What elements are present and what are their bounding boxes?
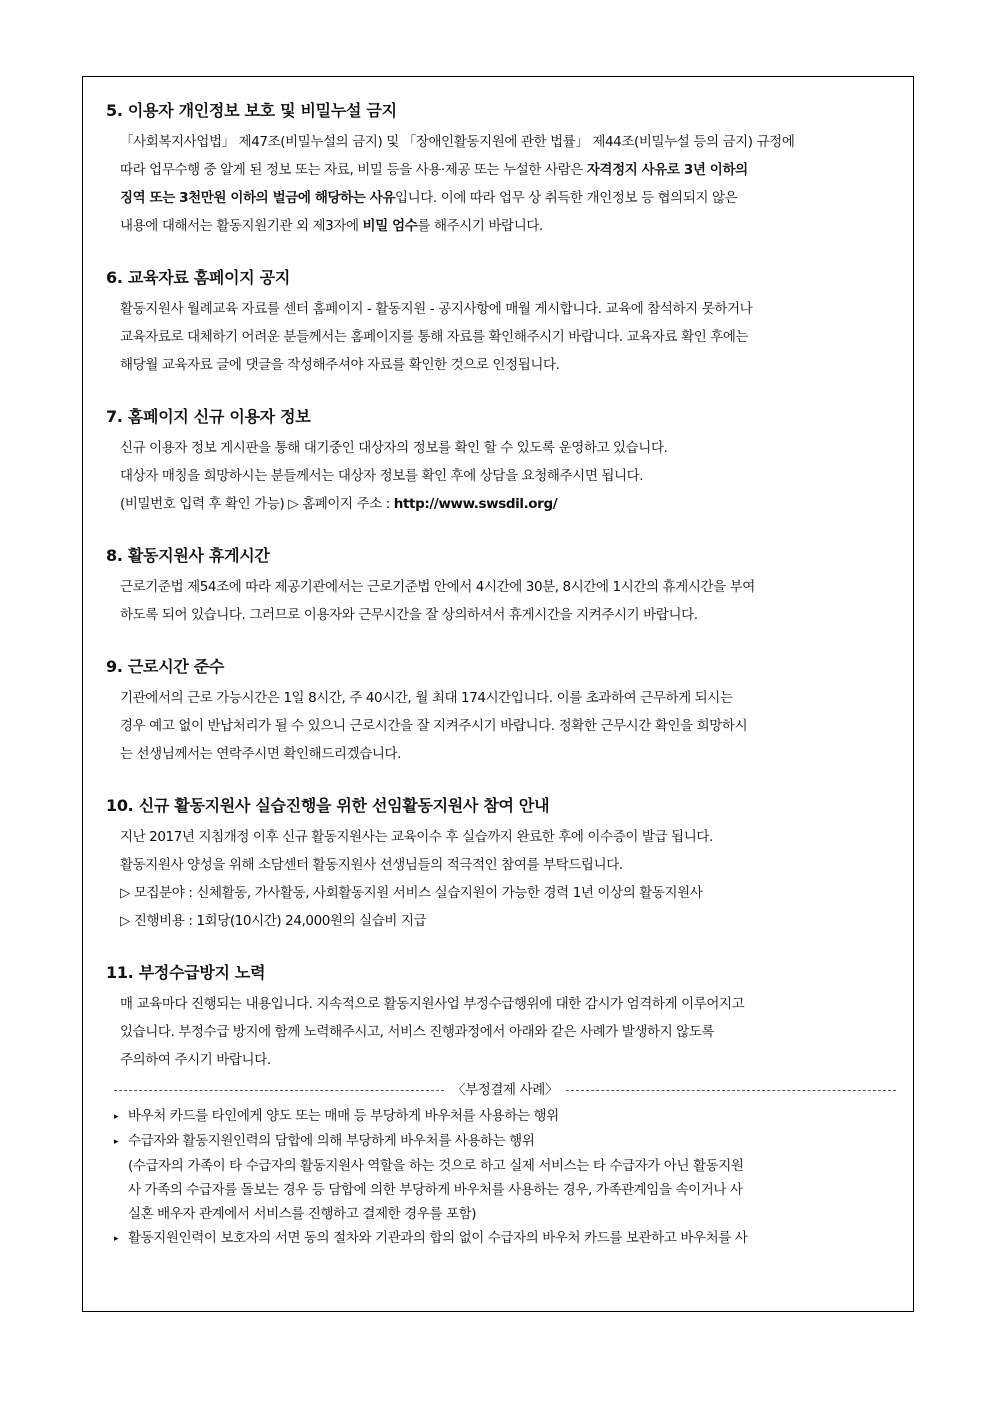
case-item (114, 1104, 896, 1129)
emphasis-text: 비밀 엄수 (362, 218, 418, 234)
section-10 (106, 795, 896, 935)
paragraph-line (120, 1046, 896, 1074)
text-segment: 경우 예고 없이 반납처리가 될 수 있으니 근로시간을 잘 지켜주시기 바랍니다. 정확한 근무시간 확인을 희망하시 (120, 718, 748, 734)
section-title: 11. 부정수급방지 노력 (106, 963, 266, 982)
section-9 (106, 656, 896, 768)
text-segment: 주의하여 주시기 바랍니다. (120, 1052, 271, 1068)
text-segment: 따라 업무수행 중 알게 된 정보 또는 자료, 비밀 등을 사용·제공 또는 누설한 사람은 (120, 162, 587, 178)
section-11 (106, 962, 896, 1074)
paragraph-line (120, 990, 896, 1018)
text-segment: 는 선생님께서는 연락주시면 확인해드리겠습니다. (120, 746, 402, 762)
case-text: 활동지원인력이 보호자의 서면 동의 절차와 기관과의 합의 없이 수급자의 바우처 카드를 보관하고 바우처를 사 (128, 1230, 748, 1246)
text-segment: 신규 이용자 정보 게시판을 통해 대기중인 대상자의 정보를 확인 할 수 있도록 운영하고 있습니다. (120, 440, 668, 456)
paragraph-line (120, 740, 896, 768)
case-text: 바우처 카드를 타인에게 양도 또는 매매 등 부당하게 바우처를 사용하는 행위 (128, 1108, 559, 1124)
case-text: 수급자와 활동지원인력의 담합에 의해 부당하게 바우처를 사용하는 행위 (128, 1133, 535, 1149)
paragraph-line (120, 573, 896, 601)
paragraph-line (120, 434, 896, 462)
case-detail-line: 실혼 배우자 관계에서 서비스를 진행하고 결제한 경우를 포함) (128, 1206, 477, 1222)
section-title: 7. 홈페이지 신규 이용자 정보 (106, 407, 311, 426)
paragraph-line (120, 879, 896, 907)
paragraph-line (120, 351, 896, 379)
text-segment: 내용에 대해서는 활동지원기관 외 제3자에 (120, 218, 363, 234)
section-6 (106, 267, 896, 379)
paragraph-line (120, 156, 896, 184)
case-detail-line: 사 가족의 수급자를 돌보는 경우 등 담합에 의한 부당하게 바우처를 사용하는 경우, 가족관계임을 속이거나 사 (128, 1182, 743, 1198)
paragraph-line (120, 462, 896, 490)
section-title: 10. 신규 활동지원사 실습진행을 위한 선임활동지원사 참여 안내 (106, 796, 550, 815)
section-title: 5. 이용자 개인정보 보호 및 비밀누설 금지 (106, 101, 397, 120)
text-segment: 지난 2017년 지침개정 이후 신규 활동지원사는 교육이수 후 실습까지 완료한 후에 이수증이 발급 됩니다. (120, 829, 713, 845)
text-segment: 활동지원사 양성을 위해 소담센터 활동지원사 선생님들의 적극적인 참여를 부탁드립니다. (120, 857, 623, 873)
text-segment: 있습니다. 부정수급 방지에 함께 노력해주시고, 서비스 진행과정에서 아래와 같은 사례가 발생하지 않도록 (120, 1024, 715, 1040)
text-segment: ▷ 진행비용 : 1회당(10시간) 24,000원의 실습비 지급 (120, 913, 427, 929)
paragraph-line (120, 323, 896, 351)
paragraph-line (120, 184, 896, 212)
section-5 (106, 100, 896, 240)
paragraph-line (120, 128, 896, 156)
triangle-bullet-icon: ▸ (114, 1137, 119, 1147)
paragraph-line (120, 601, 896, 629)
paragraph-line (120, 712, 896, 740)
triangle-bullet-icon: ▸ (114, 1234, 119, 1244)
section-title: 6. 교육자료 홈페이지 공지 (106, 268, 290, 287)
text-segment: 활동지원사 월례교육 자료를 센터 홈페이지 - 활동지원 - 공지사항에 매월 게시합니다. 교육에 참석하지 못하거나 (120, 301, 753, 317)
cases-divider (114, 1080, 896, 1100)
dashed-line (566, 1090, 896, 1091)
case-item (114, 1226, 896, 1251)
case-detail-line: (수급자의 가족이 타 수급자의 활동지원사 역할을 하는 것으로 하고 실제 서비스는 타 수급자가 아닌 활동지원 (128, 1158, 744, 1174)
emphasis-text: http://www.swsdil.org/ (393, 496, 558, 512)
case-item (114, 1129, 896, 1154)
triangle-bullet-icon: ▸ (114, 1112, 119, 1122)
text-segment: 해당월 교육자료 글에 댓글을 작성해주셔야 자료를 확인한 것으로 인정됩니다. (120, 357, 560, 373)
text-segment: 를 해주시기 바랍니다. (417, 218, 543, 234)
section-title: 8. 활동지원사 휴게시간 (106, 546, 270, 565)
emphasis-text: 자격정지 사유로 3년 이하의 (586, 162, 748, 178)
paragraph-line (120, 851, 896, 879)
section-8 (106, 545, 896, 629)
text-segment: (비밀번호 입력 후 확인 가능) ▷ 홈페이지 주소 : (120, 496, 394, 512)
text-segment: 교육자료로 대체하기 어려운 분들께서는 홈페이지를 통해 자료를 확인해주시기 바랍니다. 교육자료 확인 후에는 (120, 329, 749, 345)
cases-heading: 〈부정결제 사례〉 (452, 1082, 558, 1098)
document-body (106, 100, 896, 1251)
text-segment: 하도록 되어 있습니다. 그러므로 이용자와 근무시간을 잘 상의하셔서 휴게시간을 지켜주시기 바랍니다. (120, 607, 698, 623)
paragraph-line (120, 823, 896, 851)
dashed-line (114, 1090, 444, 1091)
text-segment: 기관에서의 근로 가능시간은 1일 8시간, 주 40시간, 월 최대 174시간입니다. 이를 초과하여 근무하게 되시는 (120, 690, 733, 706)
text-segment: 「사회복지사업법」 제47조(비밀누설의 금지) 및 「장애인활동지원에 관한 법률」 제44조(비밀누설 등의 금지) 규정에 (120, 134, 795, 150)
emphasis-text: 징역 또는 3천만원 이하의 벌금에 해당하는 사유 (120, 190, 395, 206)
text-segment: ▷ 모집분야 : 신체활동, 가사활동, 사회활동지원 서비스 실습지원이 가능한 경력 1년 이상의 활동지원사 (120, 885, 703, 901)
paragraph-line (120, 212, 896, 240)
section-title: 9. 근로시간 준수 (106, 657, 225, 676)
paragraph-line (120, 907, 896, 935)
text-segment: 대상자 매칭을 희망하시는 분들께서는 대상자 정보를 확인 후에 상담을 요청해주시면 됩니다. (120, 468, 644, 484)
section-7 (106, 406, 896, 518)
paragraph-line (120, 1018, 896, 1046)
paragraph-line (120, 490, 896, 518)
text-segment: 매 교육마다 진행되는 내용입니다. 지속적으로 활동지원사업 부정수급행위에 대한 감시가 엄격하게 이루어지고 (120, 996, 745, 1012)
paragraph-line (120, 684, 896, 712)
paragraph-line (120, 295, 896, 323)
text-segment: 근로기준법 제54조에 따라 제공기관에서는 근로기준법 안에서 4시간에 30분, 8시간에 1시간의 휴게시간을 부여 (120, 579, 755, 595)
text-segment: 입니다. 이에 따라 업무 상 취득한 개인정보 등 협의되지 않은 (394, 190, 738, 206)
